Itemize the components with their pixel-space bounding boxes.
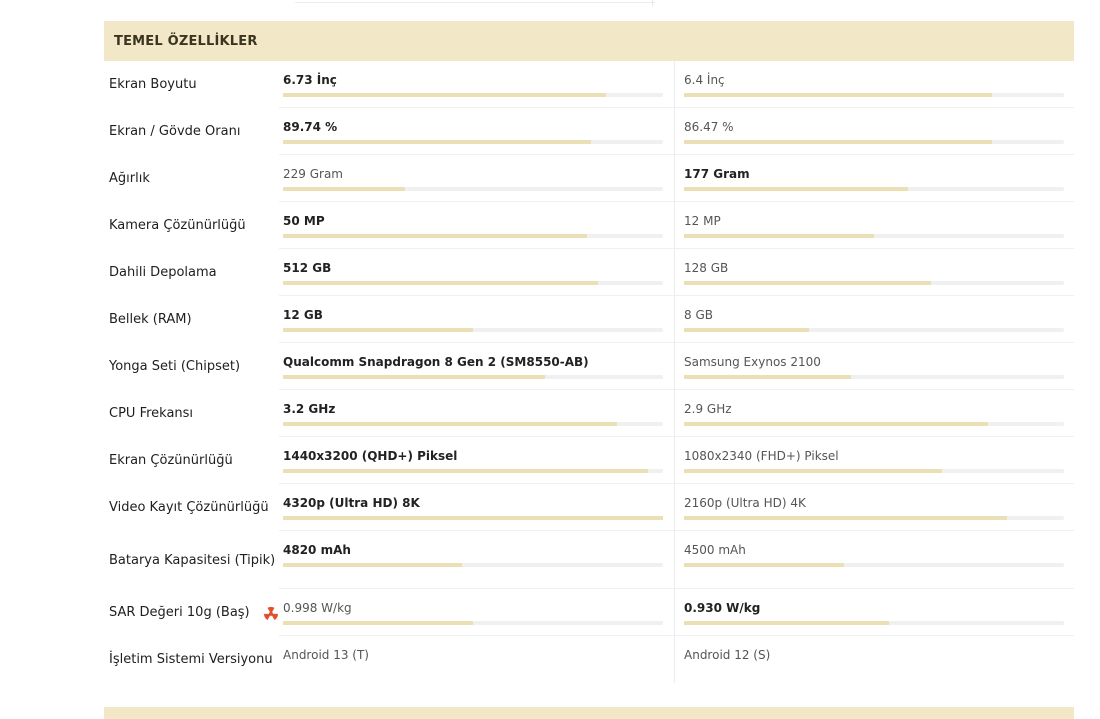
spec-value: Android 12 (S)	[684, 648, 771, 662]
date-tick-label	[767, 0, 792, 2]
date-tick-label	[904, 0, 929, 2]
spec-cell-left	[279, 343, 672, 390]
spec-value: 4320p (Ultra HD) 8K	[283, 496, 420, 510]
spec-label	[109, 531, 275, 589]
score-bar-fill	[283, 328, 473, 332]
score-bar	[283, 234, 663, 238]
spec-value: 0.930 W/kg	[684, 601, 761, 615]
spec-label-text: Video Kayıt Çözünürlüğü	[109, 500, 269, 515]
spec-label-text: Dahili Depolama	[109, 265, 217, 280]
spec-value: 12 MP	[684, 214, 721, 228]
chart-remnant	[104, 0, 1074, 20]
spec-row	[104, 531, 1074, 589]
score-bar	[283, 281, 663, 285]
spec-cell-left	[279, 249, 672, 296]
score-bar-fill	[283, 516, 663, 520]
score-bar-fill	[684, 234, 874, 238]
spec-cell-left	[279, 108, 672, 155]
spec-value: 512 GB	[283, 261, 332, 275]
score-bar	[283, 516, 663, 520]
spec-cell-right	[674, 343, 1075, 390]
spec-value: 2160p (Ultra HD) 4K	[684, 496, 806, 510]
spec-label	[109, 589, 282, 636]
score-bar-fill	[283, 621, 473, 625]
score-bar	[283, 621, 663, 625]
spec-label-text: Ekran Çözünürlüğü	[109, 453, 233, 468]
spec-label-text: CPU Frekansı	[109, 406, 194, 421]
spec-value: Samsung Exynos 2100	[684, 355, 821, 369]
date-tick-label	[700, 0, 725, 2]
score-bar-fill	[283, 563, 462, 567]
score-bar	[684, 375, 1064, 379]
spec-value: 89.74 %	[283, 120, 338, 134]
spec-label	[109, 202, 246, 249]
score-bar	[283, 563, 663, 567]
divider	[652, 0, 653, 6]
score-bar-fill	[283, 469, 648, 473]
spec-label	[109, 343, 240, 390]
score-bar	[684, 93, 1064, 97]
spec-cell-right	[674, 437, 1075, 484]
score-bar	[283, 375, 663, 379]
spec-cell-right	[674, 589, 1075, 636]
spec-cell-left	[279, 484, 672, 531]
spec-label	[109, 484, 269, 531]
spec-cell-left	[279, 296, 672, 343]
spec-value: 4820 mAh	[283, 543, 351, 557]
spec-label	[109, 636, 273, 683]
spec-label	[109, 390, 193, 437]
spec-table	[104, 61, 1074, 683]
score-bar-fill	[684, 621, 889, 625]
spec-cell-left	[279, 155, 672, 202]
score-bar-fill	[283, 234, 587, 238]
spec-cell-right	[674, 484, 1075, 531]
next-section-header	[104, 707, 1074, 719]
spec-value: 128 GB	[684, 261, 729, 275]
spec-label-text: Bellek (RAM)	[109, 312, 192, 327]
spec-cell-right	[674, 61, 1075, 108]
spec-value: 6.73 İnç	[283, 73, 337, 87]
score-bar-fill	[684, 140, 992, 144]
score-bar-fill	[283, 422, 617, 426]
spec-cell-right	[674, 531, 1075, 589]
spec-value: 0.998 W/kg	[283, 601, 352, 615]
spec-cell-left	[279, 589, 672, 636]
spec-label	[109, 249, 217, 296]
score-bar-fill	[283, 375, 545, 379]
score-bar-fill	[283, 187, 405, 191]
score-bar	[684, 328, 1064, 332]
score-bar-fill	[684, 281, 931, 285]
spec-value: 3.2 GHz	[283, 402, 336, 416]
spec-cell-right	[674, 155, 1075, 202]
score-bar-fill	[684, 563, 844, 567]
score-bar-fill	[684, 187, 908, 191]
spec-cell-left	[279, 390, 672, 437]
score-bar	[684, 281, 1064, 285]
spec-row	[104, 437, 1074, 484]
score-bar	[684, 234, 1064, 238]
spec-label-text: Ekran / Gövde Oranı	[109, 124, 241, 139]
spec-row	[104, 484, 1074, 531]
date-tick-label	[835, 0, 860, 2]
spec-label-text: Ağırlık	[109, 171, 150, 186]
score-bar	[684, 563, 1064, 567]
score-bar	[684, 140, 1064, 144]
date-tick-label	[972, 0, 997, 2]
spec-row	[104, 202, 1074, 249]
spec-label	[109, 296, 192, 343]
score-bar-fill	[684, 93, 992, 97]
score-bar-fill	[684, 328, 809, 332]
spec-cell-right	[674, 108, 1075, 155]
spec-cell-right	[674, 636, 1075, 683]
spec-row	[104, 343, 1074, 390]
score-bar-fill	[283, 140, 591, 144]
spec-row	[104, 108, 1074, 155]
score-bar	[283, 93, 663, 97]
section-header	[104, 21, 1074, 61]
spec-value: 229 Gram	[283, 167, 343, 181]
spec-label	[109, 61, 197, 108]
spec-value: Android 13 (T)	[283, 648, 369, 662]
divider	[295, 2, 655, 3]
spec-value: 2.9 GHz	[684, 402, 732, 416]
spec-label-text: İşletim Sistemi Versiyonu	[109, 652, 273, 667]
spec-value: 177 Gram	[684, 167, 750, 181]
spec-cell-left	[279, 636, 672, 683]
spec-cell-right	[674, 390, 1075, 437]
score-bar	[684, 469, 1064, 473]
score-bar	[684, 422, 1064, 426]
spec-cell-left	[279, 202, 672, 249]
score-bar	[283, 422, 663, 426]
spec-row	[104, 296, 1074, 343]
spec-label-text: Yonga Seti (Chipset)	[109, 359, 241, 374]
spec-cell-right	[674, 249, 1075, 296]
spec-value: 1440x3200 (QHD+) Piksel	[283, 449, 458, 463]
spec-cell-right	[674, 296, 1075, 343]
spec-label	[109, 155, 150, 202]
score-bar	[684, 187, 1064, 191]
score-bar	[684, 621, 1064, 625]
spec-row	[104, 155, 1074, 202]
spec-value: 1080x2340 (FHD+) Piksel	[684, 449, 839, 463]
score-bar	[684, 516, 1064, 520]
spec-label-text: Ekran Boyutu	[109, 77, 197, 92]
score-bar	[283, 187, 663, 191]
spec-label	[109, 108, 240, 155]
spec-row	[104, 249, 1074, 296]
spec-label-text: Batarya Kapasitesi (Tipik)	[109, 552, 276, 568]
spec-value: Qualcomm Snapdragon 8 Gen 2 (SM8550-AB)	[283, 355, 589, 369]
spec-row	[104, 390, 1074, 437]
spec-value: 8 GB	[684, 308, 713, 322]
spec-label-text: Kamera Çözünürlüğü	[109, 218, 246, 233]
score-bar-fill	[684, 375, 851, 379]
spec-cell-right	[674, 202, 1075, 249]
spec-value: 12 GB	[283, 308, 323, 322]
score-bar-fill	[684, 516, 1007, 520]
spec-value: 50 MP	[283, 214, 325, 228]
score-bar	[283, 328, 663, 332]
spec-value: 6.4 İnç	[684, 73, 725, 87]
spec-value: 86.47 %	[684, 120, 734, 134]
spec-row	[104, 589, 1074, 636]
score-bar-fill	[684, 469, 942, 473]
spec-cell-left	[279, 531, 672, 589]
spec-label	[109, 437, 233, 484]
spec-cell-left	[279, 61, 672, 108]
spec-row	[104, 636, 1074, 683]
spec-row	[104, 61, 1074, 108]
score-bar-fill	[283, 281, 598, 285]
spec-cell-left	[279, 437, 672, 484]
score-bar-fill	[283, 93, 606, 97]
spec-label-text: SAR Değeri 10g (Baş)	[109, 605, 250, 620]
score-bar	[283, 469, 663, 473]
section-title: TEMEL ÖZELLİKLER	[114, 33, 258, 49]
spec-value: 4500 mAh	[684, 543, 746, 557]
score-bar-fill	[684, 422, 988, 426]
score-bar	[283, 140, 663, 144]
